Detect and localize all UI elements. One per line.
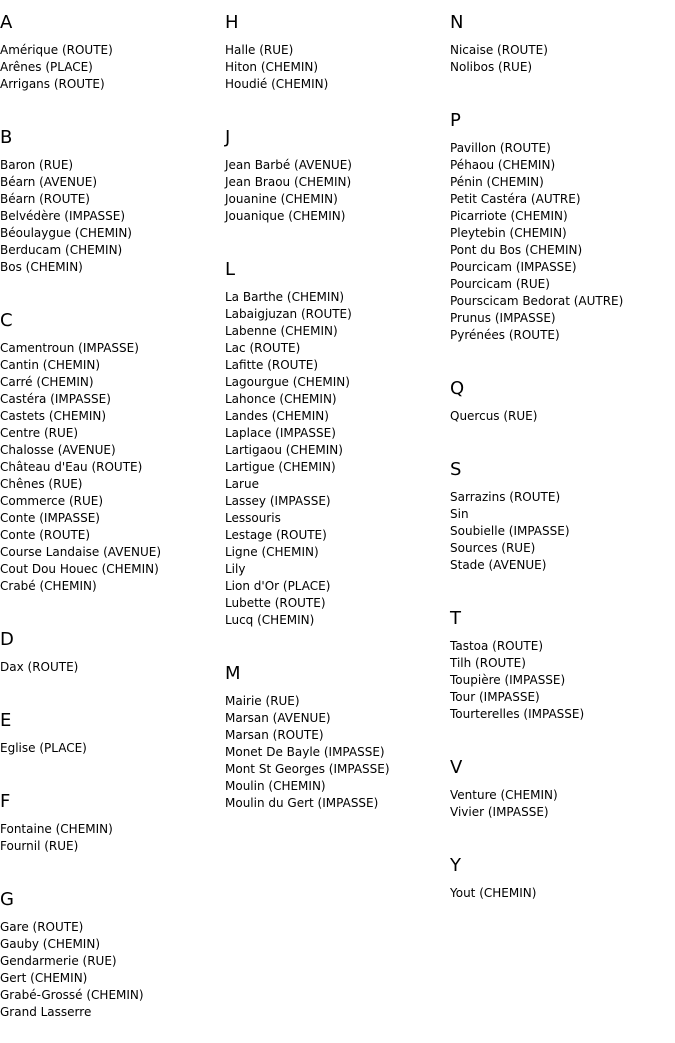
street-index-column-2 bbox=[225, 0, 450, 834]
street-list bbox=[450, 140, 675, 366]
street-name: Nolibos (RUE) bbox=[450, 60, 533, 74]
street-name: Pleytebin (CHEMIN) bbox=[450, 226, 567, 240]
street-name: Larue bbox=[225, 477, 259, 491]
street-name: Cout Dou Houec (CHEMIN) bbox=[0, 562, 159, 576]
street-list bbox=[450, 787, 675, 843]
street-name: Jean Barbé (AVENUE) bbox=[225, 158, 352, 172]
letter-section-y bbox=[450, 843, 675, 924]
street-name: Jouanine (CHEMIN) bbox=[225, 192, 338, 206]
street-name: Moulin (CHEMIN) bbox=[225, 779, 326, 793]
street-name: Gare (ROUTE) bbox=[0, 920, 84, 934]
street-name: Labaigjuzan (ROUTE) bbox=[225, 307, 352, 321]
letter-section-j bbox=[225, 115, 450, 247]
street-name: Castéra (IMPASSE) bbox=[0, 392, 111, 406]
street-name: Sin bbox=[450, 507, 469, 521]
street-name: Centre (RUE) bbox=[0, 426, 79, 440]
street-name: Jean Braou (CHEMIN) bbox=[225, 175, 352, 189]
street-name: Mairie (RUE) bbox=[225, 694, 300, 708]
street-name: Tour (IMPASSE) bbox=[450, 690, 540, 704]
street-list bbox=[225, 289, 450, 651]
letter-section-l bbox=[225, 247, 450, 651]
letter-section-q bbox=[450, 366, 675, 447]
street-list bbox=[225, 693, 450, 834]
street-name: Marsan (ROUTE) bbox=[225, 728, 324, 742]
letter-section-f bbox=[0, 779, 225, 877]
street-name: Petit Castéra (AUTRE) bbox=[450, 192, 581, 206]
street-name: Course Landaise (AVENUE) bbox=[0, 545, 162, 559]
street-name: Arênes (PLACE) bbox=[0, 60, 93, 74]
street-name: Amérique (ROUTE) bbox=[0, 43, 113, 57]
letter-section-e bbox=[0, 698, 225, 779]
letter-section-d bbox=[0, 617, 225, 698]
street-name: Venture (CHEMIN) bbox=[450, 788, 558, 802]
street-name: Prunus (IMPASSE) bbox=[450, 311, 556, 325]
street-name: Pourcicam (IMPASSE) bbox=[450, 260, 577, 274]
street-name: La Barthe (CHEMIN) bbox=[225, 290, 345, 304]
street-name: Moulin du Gert (IMPASSE) bbox=[225, 796, 379, 810]
section-letter-heading: V bbox=[450, 757, 463, 778]
street-name: Chalosse (AVENUE) bbox=[0, 443, 116, 457]
street-list bbox=[225, 157, 450, 247]
street-name: Fontaine (CHEMIN) bbox=[0, 822, 113, 836]
street-name: Pont du Bos (CHEMIN) bbox=[450, 243, 583, 257]
street-name: Houdié (CHEMIN) bbox=[225, 77, 329, 91]
letter-section-t bbox=[450, 596, 675, 745]
street-name: Tastoa (ROUTE) bbox=[450, 639, 544, 653]
street-name: Soubielle (IMPASSE) bbox=[450, 524, 570, 538]
street-name: Lessouris bbox=[225, 511, 281, 525]
letter-section-s bbox=[450, 447, 675, 596]
street-name: Stade (AVENUE) bbox=[450, 558, 547, 572]
section-letter-heading: S bbox=[450, 459, 462, 480]
section-letter-heading: T bbox=[450, 608, 461, 629]
street-list bbox=[0, 821, 225, 877]
street-name: Eglise (PLACE) bbox=[0, 741, 87, 755]
street-name: Lassey (IMPASSE) bbox=[225, 494, 331, 508]
section-letter-heading: L bbox=[225, 259, 236, 280]
street-name: Castets (CHEMIN) bbox=[0, 409, 107, 423]
section-letter-heading: P bbox=[450, 110, 461, 131]
street-name: Mont St Georges (IMPASSE) bbox=[225, 762, 390, 776]
street-name: Lartigue (CHEMIN) bbox=[225, 460, 336, 474]
street-name: Pyrénées (ROUTE) bbox=[450, 328, 560, 342]
street-name: Labenne (CHEMIN) bbox=[225, 324, 338, 338]
street-name: Picarriote (CHEMIN) bbox=[450, 209, 568, 223]
street-list bbox=[0, 42, 225, 115]
street-list bbox=[450, 885, 675, 924]
street-list bbox=[450, 408, 675, 447]
street-name: Belvédère (IMPASSE) bbox=[0, 209, 126, 223]
letter-section-v bbox=[450, 745, 675, 843]
street-name: Gert (CHEMIN) bbox=[0, 971, 88, 985]
street-name: Grand Lasserre bbox=[0, 1005, 92, 1019]
letter-section-a bbox=[0, 0, 225, 115]
street-name: Béarn (AVENUE) bbox=[0, 175, 98, 189]
street-name: Sources (RUE) bbox=[450, 541, 536, 555]
street-name: Lestage (ROUTE) bbox=[225, 528, 327, 542]
street-name: Jouanique (CHEMIN) bbox=[225, 209, 346, 223]
street-list bbox=[0, 659, 225, 698]
street-name: Camentroun (IMPASSE) bbox=[0, 341, 139, 355]
section-letter-heading: H bbox=[225, 12, 239, 33]
street-name: Lac (ROUTE) bbox=[225, 341, 301, 355]
letter-section-p bbox=[450, 98, 675, 366]
street-list bbox=[0, 919, 225, 1043]
street-name: Tilh (ROUTE) bbox=[450, 656, 526, 670]
letter-section-g bbox=[0, 877, 225, 1043]
street-list bbox=[450, 42, 675, 98]
street-list bbox=[0, 740, 225, 779]
street-name: Pavillon (ROUTE) bbox=[450, 141, 551, 155]
street-name: Carré (CHEMIN) bbox=[0, 375, 94, 389]
street-name: Béarn (ROUTE) bbox=[0, 192, 90, 206]
street-name: Crabé (CHEMIN) bbox=[0, 579, 97, 593]
street-name: Tourterelles (IMPASSE) bbox=[450, 707, 585, 721]
section-letter-heading: Q bbox=[450, 378, 465, 399]
street-name: Lily bbox=[225, 562, 246, 576]
street-list bbox=[0, 157, 225, 298]
section-letter-heading: C bbox=[0, 310, 13, 331]
section-letter-heading: D bbox=[0, 629, 14, 650]
section-letter-heading: B bbox=[0, 127, 13, 148]
street-name: Toupière (IMPASSE) bbox=[450, 673, 566, 687]
letter-section-n bbox=[450, 0, 675, 98]
section-letter-heading: E bbox=[0, 710, 12, 731]
street-name: Gauby (CHEMIN) bbox=[0, 937, 101, 951]
street-name: Baron (RUE) bbox=[0, 158, 74, 172]
street-name: Lion d'Or (PLACE) bbox=[225, 579, 331, 593]
section-letter-heading: F bbox=[0, 791, 11, 812]
street-name: Berducam (CHEMIN) bbox=[0, 243, 123, 257]
street-name: Pourscicam Bedorat (AUTRE) bbox=[450, 294, 624, 308]
section-letter-heading: G bbox=[0, 889, 14, 910]
street-name: Lagourgue (CHEMIN) bbox=[225, 375, 350, 389]
street-name: Péhaou (CHEMIN) bbox=[450, 158, 556, 172]
section-letter-heading: N bbox=[450, 12, 464, 33]
street-name: Monet De Bayle (IMPASSE) bbox=[225, 745, 385, 759]
street-name: Lahonce (CHEMIN) bbox=[225, 392, 337, 406]
street-list bbox=[450, 489, 675, 596]
street-name: Hiton (CHEMIN) bbox=[225, 60, 319, 74]
street-name: Bos (CHEMIN) bbox=[0, 260, 83, 274]
street-name: Quercus (RUE) bbox=[450, 409, 538, 423]
street-name: Lubette (ROUTE) bbox=[225, 596, 326, 610]
street-name: Cantin (CHEMIN) bbox=[0, 358, 101, 372]
street-name: Laplace (IMPASSE) bbox=[225, 426, 336, 440]
street-name: Yout (CHEMIN) bbox=[450, 886, 537, 900]
street-list bbox=[0, 340, 225, 617]
street-name: Lafitte (ROUTE) bbox=[225, 358, 319, 372]
street-name: Nicaise (ROUTE) bbox=[450, 43, 548, 57]
street-index-column-3 bbox=[450, 0, 675, 924]
street-name: Conte (IMPASSE) bbox=[0, 511, 100, 525]
street-name: Gendarmerie (RUE) bbox=[0, 954, 117, 968]
letter-section-b bbox=[0, 115, 225, 298]
street-name: Dax (ROUTE) bbox=[0, 660, 79, 674]
street-name: Arrigans (ROUTE) bbox=[0, 77, 105, 91]
street-name: Sarrazins (ROUTE) bbox=[450, 490, 561, 504]
letter-section-c bbox=[0, 298, 225, 617]
street-name: Commerce (RUE) bbox=[0, 494, 104, 508]
street-name: Lartigaou (CHEMIN) bbox=[225, 443, 343, 457]
street-name: Béoulaygue (CHEMIN) bbox=[0, 226, 132, 240]
section-letter-heading: A bbox=[0, 12, 13, 33]
section-letter-heading: M bbox=[225, 663, 241, 684]
street-name: Halle (RUE) bbox=[225, 43, 294, 57]
street-name: Pourcicam (RUE) bbox=[450, 277, 550, 291]
street-name: Marsan (AVENUE) bbox=[225, 711, 331, 725]
street-name: Château d'Eau (ROUTE) bbox=[0, 460, 143, 474]
section-letter-heading: J bbox=[225, 127, 231, 148]
street-list bbox=[450, 638, 675, 745]
section-letter-heading: Y bbox=[450, 855, 461, 876]
street-name: Ligne (CHEMIN) bbox=[225, 545, 319, 559]
street-name: Chênes (RUE) bbox=[0, 477, 83, 491]
street-name: Grabé-Grossé (CHEMIN) bbox=[0, 988, 144, 1002]
street-name: Lucq (CHEMIN) bbox=[225, 613, 315, 627]
street-name: Fournil (RUE) bbox=[0, 839, 79, 853]
street-index-column-1 bbox=[0, 0, 225, 1043]
street-name: Vivier (IMPASSE) bbox=[450, 805, 549, 819]
letter-section-m bbox=[225, 651, 450, 834]
street-name: Conte (ROUTE) bbox=[0, 528, 91, 542]
street-list bbox=[225, 42, 450, 115]
street-name: Landes (CHEMIN) bbox=[225, 409, 329, 423]
street-name: Pénin (CHEMIN) bbox=[450, 175, 544, 189]
letter-section-h bbox=[225, 0, 450, 115]
